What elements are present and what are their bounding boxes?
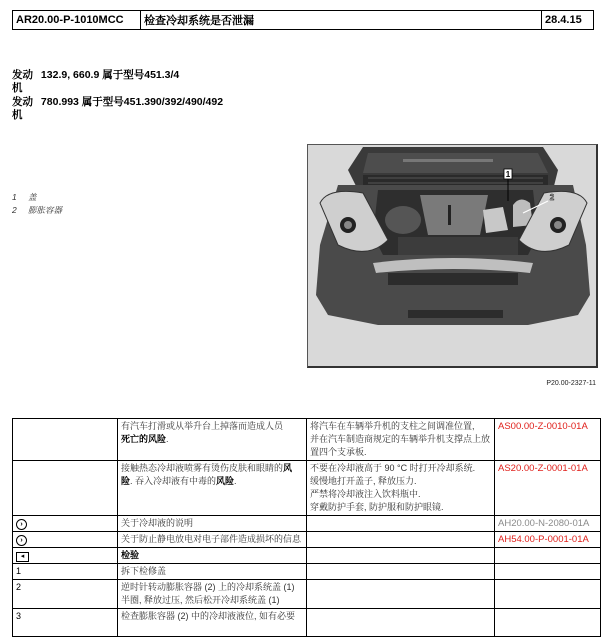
doc-title: 检查冷却系统是否泄漏 — [141, 11, 542, 29]
engine-line-2 — [12, 96, 223, 122]
empty-cell — [307, 548, 495, 564]
reference-link[interactable]: AH54.00-P-0001-01A — [495, 532, 601, 548]
table-row — [13, 564, 601, 580]
empty-cell — [307, 609, 495, 637]
step-number: 2 — [13, 580, 118, 609]
doc-date: 28.4.15 — [545, 14, 582, 26]
step-text: 逆时针转动膨胀容器 (2) 上的冷却系统盖 (1) 半圈, 释放过压, 然后松开冷却系统盖 (1) — [118, 580, 307, 609]
reference-link[interactable]: AS20.00-Z-0001-01A — [495, 461, 601, 516]
note-text: 关于冷却液的说明 — [118, 516, 307, 532]
table-row — [13, 580, 601, 609]
empty-cell — [495, 564, 601, 580]
hazard-text: 接触热态冷却液喷雾有烫伤皮肤和眼睛的风险. 吞入冷却液有中毒的风险. — [118, 461, 307, 516]
row-marker — [13, 419, 118, 461]
step-number: 3 — [13, 609, 118, 637]
callout-2: 2 — [549, 193, 555, 202]
table-row — [13, 516, 601, 532]
info-icon: › — [16, 519, 27, 530]
empty-cell — [307, 532, 495, 548]
row-marker — [13, 532, 118, 548]
section-heading: 检验 — [118, 548, 307, 564]
legend-item: 2 膨胀容器 — [12, 205, 63, 215]
note-text: 关于防止静电放电对电子部件造成损坏的信息 — [118, 532, 307, 548]
row-marker — [13, 461, 118, 516]
figure-legend — [12, 191, 62, 217]
procedure-table — [12, 418, 601, 637]
table-row — [13, 461, 601, 516]
document-header — [12, 10, 594, 30]
legend-item: 1 盖 — [12, 192, 37, 202]
engine-line-1 — [12, 69, 179, 95]
step-number: 1 — [13, 564, 118, 580]
figure-caption: P20.00-2327-11 — [546, 380, 596, 387]
step-text: 检查膨胀容器 (2) 中的冷却液液位, 如有必要 — [118, 609, 307, 637]
table-row — [13, 548, 601, 564]
empty-cell — [495, 548, 601, 564]
car-front-illustration — [308, 145, 598, 368]
engine-value: 780.993 属于型号451.390/392/490/492 — [40, 96, 224, 108]
engine-label: 发动机 — [12, 96, 33, 121]
table-row — [13, 532, 601, 548]
measure-text: 将汽车在车辆举升机的支柱之间调准位置, 并在汽车制造商规定的车辆举升机支撑点上放 置四个支承板. — [307, 419, 495, 461]
info-icon: › — [16, 535, 27, 546]
reference-link[interactable]: AH20.00-N-2080-01A — [495, 516, 601, 532]
empty-cell — [495, 609, 601, 637]
empty-cell — [307, 516, 495, 532]
empty-cell — [495, 580, 601, 609]
table-row — [13, 419, 601, 461]
engine-label: 发动机 — [12, 69, 33, 94]
engine-value: 132.9, 660.9 属于型号451.3/4 — [40, 69, 180, 81]
row-marker — [13, 516, 118, 532]
reference-link[interactable]: AS00.00-Z-0010-01A — [495, 419, 601, 461]
doc-id: AR20.00-P-1010MCC — [13, 11, 141, 29]
callout-1: 1 — [505, 170, 511, 179]
empty-cell — [307, 564, 495, 580]
table-row — [13, 609, 601, 637]
row-marker — [13, 548, 118, 564]
engine-bay-figure — [307, 144, 598, 368]
check-icon: ◂ — [16, 552, 29, 562]
measure-text: 不要在冷却液高于 90 °C 时打开冷却系统. 缓慢地打开盖子, 释放压力. 严禁将冷却液注入饮料瓶中. 穿戴防护手套, 防护服和防护眼镜. — [307, 461, 495, 516]
step-text: 拆下检修盖 — [118, 564, 307, 580]
hazard-text: 有汽车打滑或从举升台上掉落而造成人员 死亡的风险. — [118, 419, 307, 461]
empty-cell — [307, 580, 495, 609]
